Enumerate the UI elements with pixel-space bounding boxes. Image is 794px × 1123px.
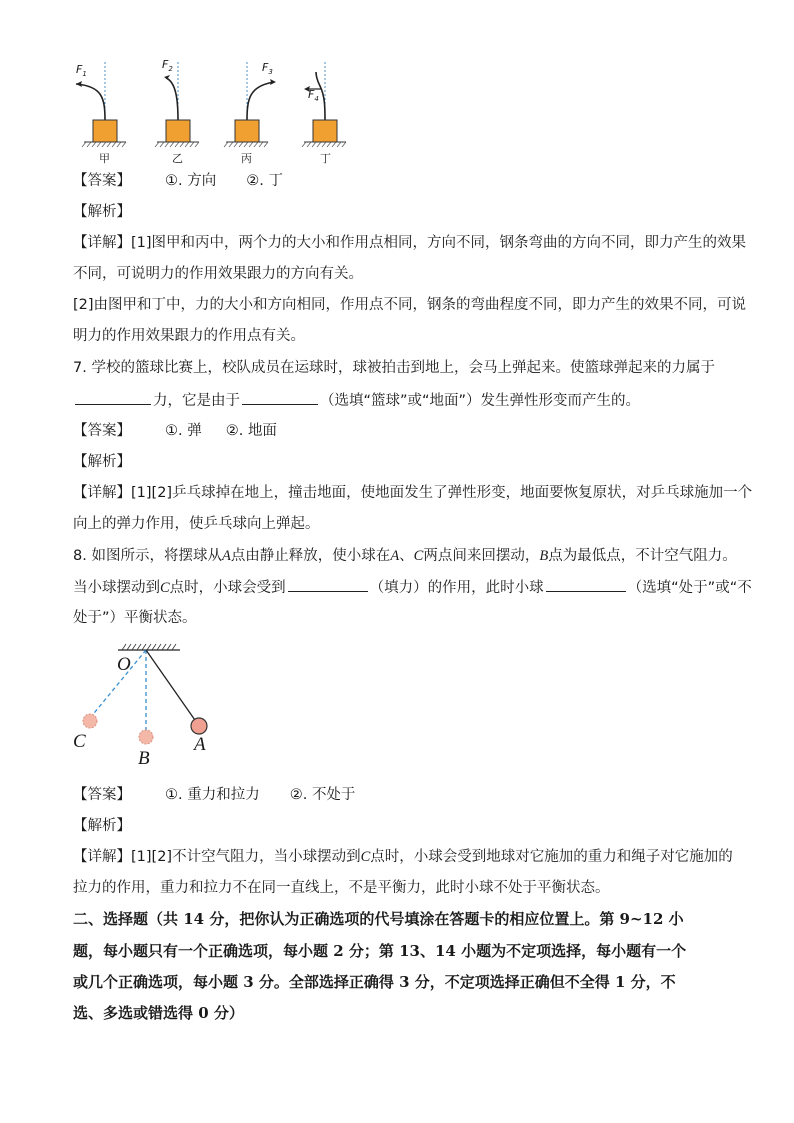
q8-detail-line1: 【详解】[1][2]不计空气阻力，当小球摆动到C点时，小球会受到地球对它施加的重力和绳子对它施加的 <box>73 849 733 865</box>
q6-detail-line4: 明力的作用效果跟力的作用点有关。 <box>73 328 305 344</box>
panel-caption-ding: 丁 <box>320 152 331 165</box>
section2-line2: 题，每小题只有一个正确选项，每小题 2 分；第 13、14 小题为不定项选择，每小题有一个 <box>73 942 687 960</box>
q7-detail-line2: 向上的弹力作用，使乒乓球向上弹起。 <box>73 516 320 532</box>
section2-line1: 二、选择题（共 14 分，把你认为正确选项的代号填涂在答题卡的相应位置上。第 9~12 小 <box>73 910 684 928</box>
pendulum-label-o: O <box>117 654 131 675</box>
pendulum-label-c: C <box>73 731 86 752</box>
q6-detail-line2: 不同，可说明力的作用效果跟力的方向有关。 <box>73 266 363 282</box>
pendulum-label-b: B <box>138 748 150 769</box>
q8-analysis-tag: 【解析】 <box>73 818 131 834</box>
q8-question-line2: 当小球摆动到C点时，小球会受到 （填力）的作用，此时小球 （选填“处于”或“不 <box>73 577 752 598</box>
panel-caption-yi: 乙 <box>172 152 183 165</box>
q8-question-line3: 处于”）平衡状态。 <box>73 610 197 626</box>
q7-answer: 【答案】 ①. 弹 ②. 地面 <box>73 423 277 439</box>
q8-detail-line2: 拉力的作用，重力和拉力不在同一直线上，不是平衡力，此时小球不处于平衡状态。 <box>73 880 610 896</box>
force-label-f1: $F_1$ <box>76 63 87 79</box>
q8-answer: 【答案】 ①. 重力和拉力 ②. 不处于 <box>73 787 356 803</box>
q7-blank-1 <box>75 390 151 405</box>
q6-detail-line1: 【详解】[1]图甲和丙中，两个力的大小和作用点相同，方向不同，钢条弯曲的方向不同，即力产生的效果 <box>73 235 747 251</box>
q8-blank-1 <box>288 577 368 592</box>
panel-yi <box>155 62 199 147</box>
q8-question-line1: 8. 如图所示，将摆球从A点由静止释放，使小球在A、C两点间来回摆动，B点为最低点，不计空气阻力。 <box>73 548 737 564</box>
force-label-f2: $F_2$ <box>162 58 173 74</box>
force-label-f3: $F_3$ <box>262 61 273 77</box>
force-label-f4: $F_4$ <box>308 88 319 104</box>
section2-line3: 或几个正确选项，每小题 3 分。全部选择正确得 3 分，不定项选择正确但不全得 1 分，不 <box>73 973 676 991</box>
q7-analysis-tag: 【解析】 <box>73 454 131 470</box>
panel-caption-jia: 甲 <box>99 152 110 165</box>
q6-answer: 【答案】 ①. 方向 ②. 丁 <box>73 173 283 189</box>
q7-blank-2 <box>242 390 318 405</box>
q7-question-line1: 7. 学校的篮球比赛上，校队成员在运球时，球被拍击到地上，会马上弹起来。使篮球弹起来的力属于 <box>73 360 715 376</box>
panel-caption-bing: 丙 <box>241 152 252 165</box>
q7-question-line2: 力，它是由于 （选填“篮球”或“地面”）发生弹性形变而产生的。 <box>73 390 640 411</box>
q6-analysis-tag: 【解析】 <box>73 204 131 220</box>
q7-detail-line1: 【详解】[1][2]乒乓球掉在地上，撞击地面，使地面发生了弹性形变，地面要恢复原状，对乒乓球施加一个 <box>73 485 753 501</box>
panel-ding <box>302 62 346 147</box>
pendulum-label-a: A <box>194 734 206 755</box>
section2-line4: 选、多选或错选得 0 分） <box>73 1004 244 1022</box>
q8-blank-2 <box>546 577 626 592</box>
q6-detail-line3: [2]由图甲和丁中，力的大小和方向相同，作用点不同，钢条的弯曲程度不同，即力产生的效果不同，可说 <box>73 297 747 313</box>
